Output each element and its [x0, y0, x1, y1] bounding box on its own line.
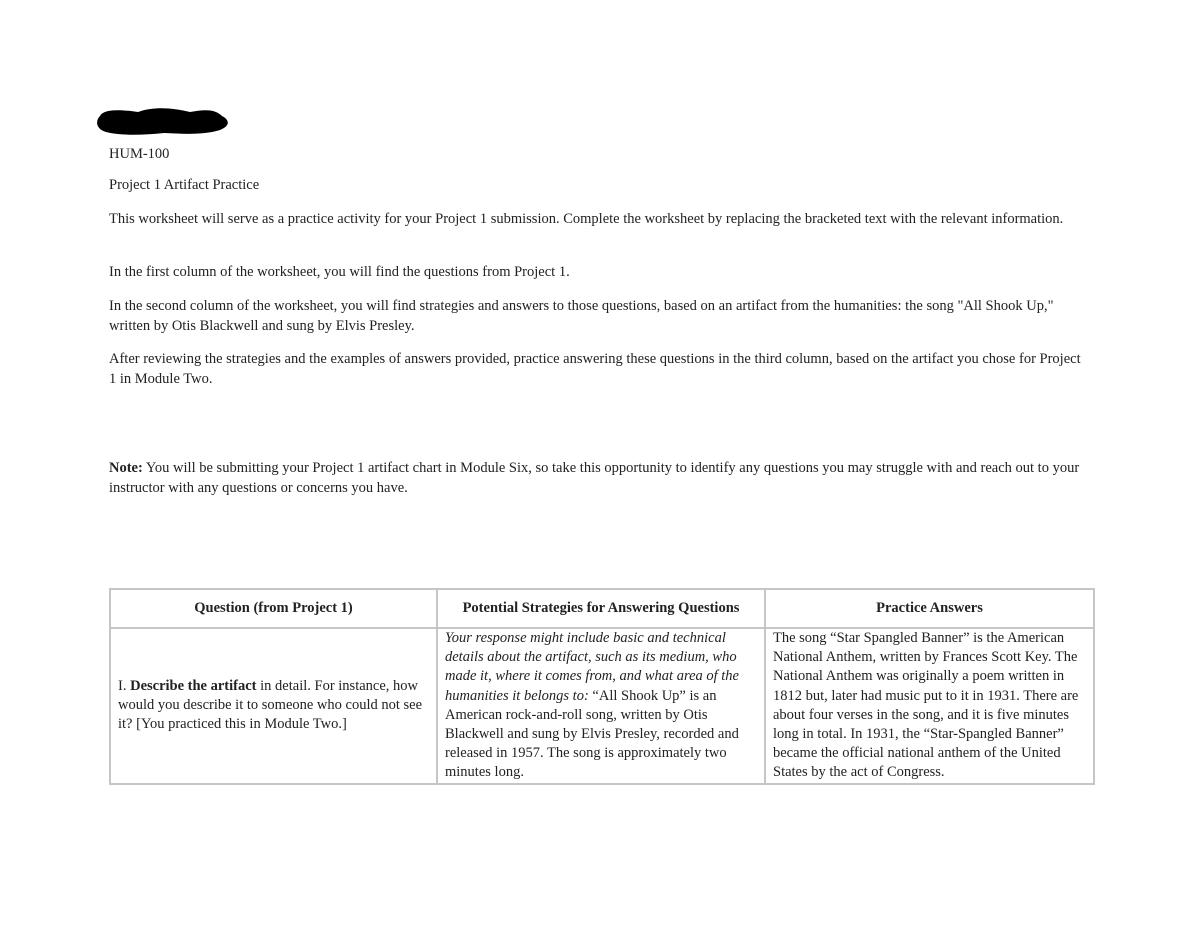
header-question: Question (from Project 1) [110, 589, 437, 628]
intro-paragraph-2: In the first column of the worksheet, you will find the questions from Project 1. [109, 264, 570, 280]
intro-paragraph-4: After reviewing the strategies and the examples of answers provided, practice answering these questions in the third column, based on the artifact you chose for Project 1 in Module Two. [109, 351, 1081, 387]
strategy-example: “All Shook Up” is an American rock-and-roll song, written by Otis Blackwell and sung by Elvis Presley, recorded and released in 1957. The song is approximately two minutes long. [445, 687, 739, 781]
strategy-guidance: Your response might include basic and technical details about the artifact, such as its medium, who made it, where it comes from, and what area of the humanities it belongs to: [445, 630, 739, 704]
header-practice-answers: Practice Answers [765, 589, 1094, 628]
practice-answer-cell[interactable]: The song “Star Spangled Banner” is the American National Anthem, written by Frances Scott Key. The National Anthem was originally a poem written in 1812 but, later had music put to it in 1931. There are about four verses in the song, and it is five minutes long in total. In 1931, the “Star-Spangled Banner” became the official national anthem of the United States by the act of Congress. [765, 628, 1094, 784]
header-strategies: Potential Strategies for Answering Questions [437, 589, 765, 628]
question-text: in detail. For instance, how would you describe it to someone who could not see it? [You practiced this in Module Two.] [118, 678, 423, 733]
redacted-name-mark [94, 102, 232, 138]
intro-paragraph-3: In the second column of the worksheet, you will find strategies and answers to those questions, based on an artifact from the humanities: the song "All Shook Up," written by Otis Blackwell and sung by Elvis Presley. [109, 298, 1054, 334]
question-number: I. [118, 678, 131, 694]
table-row [110, 628, 1094, 784]
strategy-cell [437, 628, 765, 784]
note-text: You will be submitting your Project 1 artifact chart in Module Six, so take this opportunity to identify any questions you may struggle with and reach out to your instructor with any questions or concerns you have. [109, 460, 1080, 496]
question-keyword: Describe the artifact [130, 678, 257, 694]
question-cell [110, 628, 437, 784]
artifact-table [109, 588, 1095, 785]
note-paragraph [109, 458, 1089, 498]
note-label: Note: [109, 460, 143, 476]
course-code: HUM-100 [109, 146, 170, 162]
intro-paragraph-1: This worksheet will serve as a practice activity for your Project 1 submission. Complete the worksheet by replacing the bracketed text with the relevant information. [109, 211, 1064, 227]
table-header-row [110, 589, 1094, 628]
document-title: Project 1 Artifact Practice [109, 177, 260, 193]
